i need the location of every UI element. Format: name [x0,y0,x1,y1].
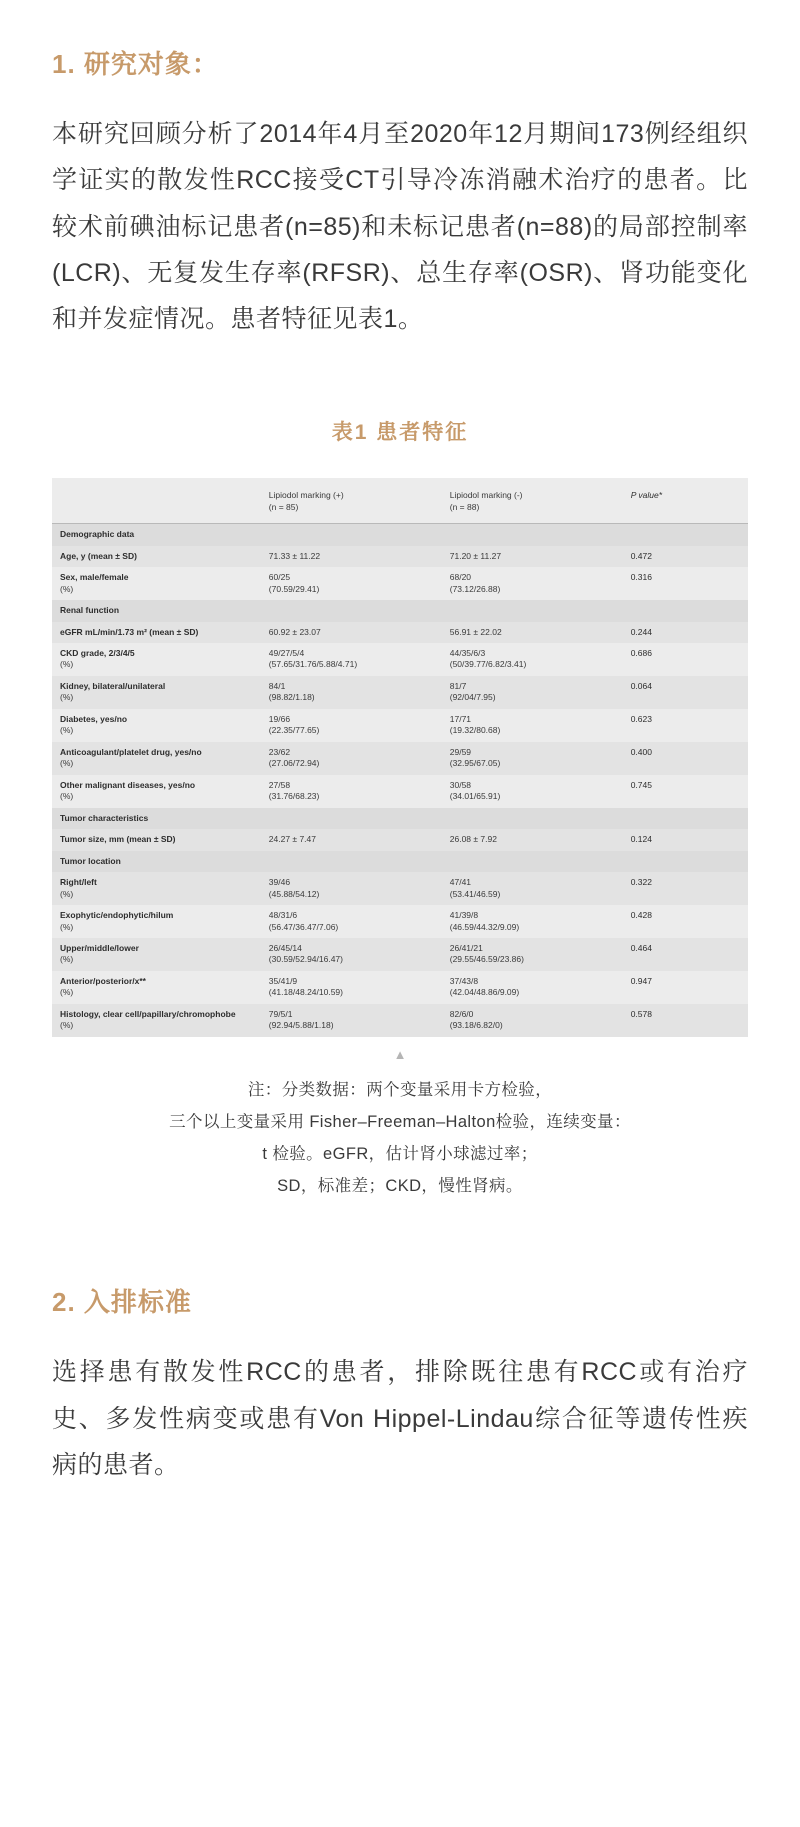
cell-label: eGFR mL/min/1.73 m² (mean ± SD) [52,622,261,643]
table-row [52,709,748,742]
patient-characteristics-table [52,478,748,1037]
cell-lipiodol-positive: 19/66 (22.35/77.65) [261,709,442,742]
cell-p-value: 0.322 [623,872,748,905]
cell-lipiodol-positive: 24.27 ± 7.47 [261,829,442,850]
cell-lipiodol-positive [261,851,442,872]
table-row [52,742,748,775]
cell-p-value: 0.623 [623,709,748,742]
cell-p-value [623,808,748,829]
section-heading-inclusion-criteria: 2. 入排标准 [52,1287,192,1318]
cell-label: Tumor size, mm (mean ± SD) [52,829,261,850]
table-section-row [52,524,748,546]
cell-p-value: 0.686 [623,643,748,676]
cell-p-value: 0.244 [623,622,748,643]
cell-lipiodol-positive: 60.92 ± 23.07 [261,622,442,643]
cell-lipiodol-negative: 47/41 (53.41/46.59) [442,872,623,905]
cell-lipiodol-negative: 56.91 ± 22.02 [442,622,623,643]
cell-p-value: 0.472 [623,546,748,567]
table-header-row [52,478,748,523]
cell-lipiodol-positive [261,808,442,829]
cell-label: Anterior/posterior/x** (%) [52,971,261,1004]
cell-p-value [623,524,748,546]
cell-lipiodol-negative: 26/41/21 (29.55/46.59/23.86) [442,938,623,971]
table-body [52,524,748,1037]
cell-label: Renal function [52,600,261,621]
cell-lipiodol-negative [442,600,623,621]
table-row [52,546,748,567]
cell-lipiodol-negative: 71.20 ± 11.27 [442,546,623,567]
cell-lipiodol-positive: 49/27/5/4 (57.65/31.76/5.88/4.71) [261,643,442,676]
table-row [52,829,748,850]
cell-p-value: 0.428 [623,905,748,938]
cell-lipiodol-negative: 37/43/8 (42.04/48.86/9.09) [442,971,623,1004]
cell-p-value: 0.316 [623,567,748,600]
collapse-arrow-icon[interactable]: ▲ [393,1046,407,1062]
cell-lipiodol-negative: 30/58 (34.01/65.91) [442,775,623,808]
table-row [52,643,748,676]
table-section-row [52,600,748,621]
paragraph-study-subjects: 本研究回顾分析了2014年4月至2020年12月期间173例经组织学证实的散发性RCC接受CT引导冷冻消融术治疗的患者。比较术前碘油标记患者(n=85)和未标记患者(n=88)的局部控制率(LCR)、无复发生存率(RFSR)、总生存率(OSR)、肾功能变化和并发症情况。患者特征见表1。 [52,120,748,333]
table-row [52,971,748,1004]
header-line-1: Lipiodol marking (-) [449,490,523,501]
cell-lipiodol-negative [442,851,623,872]
cell-label: CKD grade, 2/3/4/5 (%) [52,643,261,676]
table-row [52,872,748,905]
cell-label: Sex, male/female (%) [52,567,261,600]
note-line-3: t 检验。eGFR，估计肾小球滤过率； [262,1145,538,1164]
header-line-2: (n = 88) [449,501,480,512]
cell-label: Demographic data [52,524,261,546]
cell-p-value: 0.400 [623,742,748,775]
cell-p-value: 0.745 [623,775,748,808]
cell-label: Anticoagulant/platelet drug, yes/no (%) [52,742,261,775]
cell-lipiodol-negative: 41/39/8 (46.59/44.32/9.09) [442,905,623,938]
cell-lipiodol-positive [261,524,442,546]
cell-lipiodol-positive: 84/1 (98.82/1.18) [261,676,442,709]
cell-lipiodol-negative: 81/7 (92/04/7.95) [442,676,623,709]
cell-label: Upper/middle/lower (%) [52,938,261,971]
cell-label: Right/left (%) [52,872,261,905]
column-header-p-value: P value* [623,478,748,523]
cell-lipiodol-positive: 39/46 (45.88/54.12) [261,872,442,905]
cell-lipiodol-negative: 17/71 (19.32/80.68) [442,709,623,742]
cell-p-value: 0.124 [623,829,748,850]
table-row [52,905,748,938]
cell-p-value: 0.947 [623,971,748,1004]
cell-p-value [623,600,748,621]
table-caption: 表1 患者特征 [331,421,469,445]
column-header-blank [52,478,261,523]
cell-p-value: 0.064 [623,676,748,709]
cell-lipiodol-positive: 27/58 (31.76/68.23) [261,775,442,808]
cell-label: Tumor location [52,851,261,872]
column-header-lipiodol-positive [261,478,442,523]
cell-lipiodol-positive: 79/5/1 (92.94/5.88/1.18) [261,1004,442,1037]
cell-lipiodol-negative: 29/59 (32.95/67.05) [442,742,623,775]
table-row [52,567,748,600]
cell-label: Diabetes, yes/no (%) [52,709,261,742]
cell-lipiodol-negative: 26.08 ± 7.92 [442,829,623,850]
cell-p-value: 0.578 [623,1004,748,1037]
table-row [52,622,748,643]
cell-label: Tumor characteristics [52,808,261,829]
cell-lipiodol-positive: 35/41/9 (41.18/48.24/10.59) [261,971,442,1004]
cell-lipiodol-positive: 60/25 (70.59/29.41) [261,567,442,600]
cell-p-value [623,851,748,872]
paragraph-inclusion-criteria: 选择患有散发性RCC的患者，排除既往患有RCC或有治疗史、多发性病变或患有Von Hippel-Lindau综合征等遗传性疾病的患者。 [52,1358,748,1479]
table-section-row [52,851,748,872]
table-row [52,938,748,971]
cell-label: Histology, clear cell/papillary/chromophobe (%) [52,1004,261,1037]
note-line-4: SD，标准差；CKD，慢性肾病。 [277,1177,523,1196]
cell-lipiodol-positive: 71.33 ± 11.22 [261,546,442,567]
table-section-row [52,808,748,829]
cell-lipiodol-negative [442,808,623,829]
table-element [52,478,748,1037]
cell-label: Other malignant diseases, yes/no (%) [52,775,261,808]
table-row [52,676,748,709]
cell-lipiodol-negative [442,524,623,546]
cell-lipiodol-positive: 48/31/6 (56.47/36.47/7.06) [261,905,442,938]
cell-label: Age, y (mean ± SD) [52,546,261,567]
table-note [52,1074,748,1203]
cell-lipiodol-negative: 82/6/0 (93.18/6.82/0) [442,1004,623,1037]
table-row [52,775,748,808]
cell-p-value: 0.464 [623,938,748,971]
cell-lipiodol-positive: 26/45/14 (30.59/52.94/16.47) [261,938,442,971]
note-line-1: 注：分类数据：两个变量采用卡方检验， [247,1080,553,1099]
cell-lipiodol-negative: 68/20 (73.12/26.88) [442,567,623,600]
cell-label: Kidney, bilateral/unilateral (%) [52,676,261,709]
header-line-1: Lipiodol marking (+) [268,490,344,501]
cell-lipiodol-positive [261,600,442,621]
table-row [52,1004,748,1037]
cell-lipiodol-negative: 44/35/6/3 (50/39.77/6.82/3.41) [442,643,623,676]
column-header-lipiodol-negative [442,478,623,523]
cell-lipiodol-positive: 23/62 (27.06/72.94) [261,742,442,775]
cell-label: Exophytic/endophytic/hilum (%) [52,905,261,938]
note-line-2: 三个以上变量采用 Fisher–Freeman–Halton检验，连续变量： [169,1112,631,1131]
header-line-2: (n = 85) [268,501,299,512]
page-title: 1. 研究对象： [52,49,219,79]
